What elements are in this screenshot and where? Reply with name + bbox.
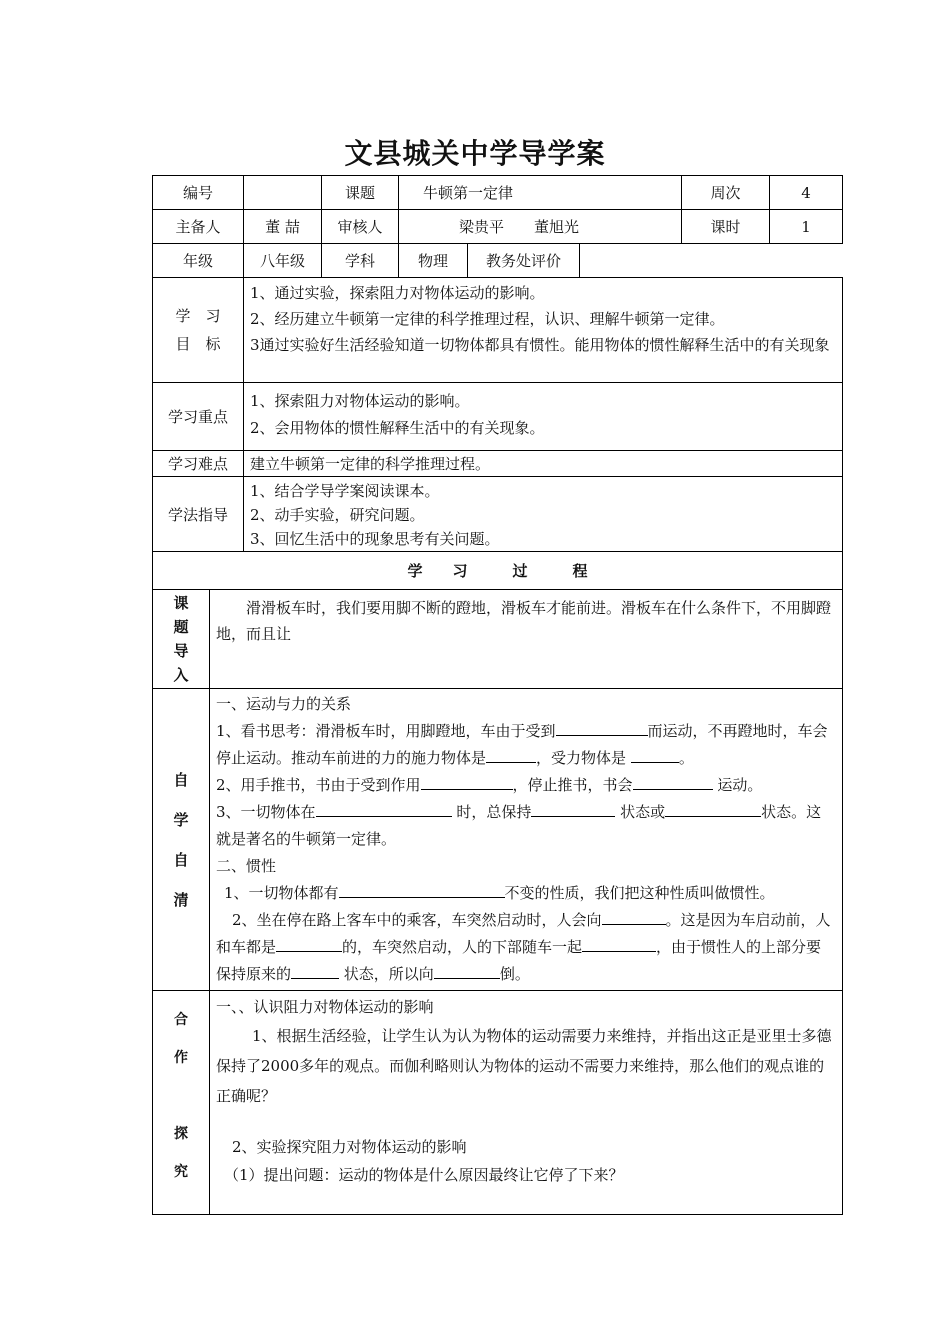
label-topic: 课题 [322,176,399,210]
goal-item: 3通过实验好生活经验知道一切物体都具有惯性。能用物体的惯性解释生活中的有关现象 [250,336,830,354]
method-item: 1、结合学导学案阅读课本。 [250,482,440,500]
intro-label-char: 入 [173,666,189,684]
cooperate-label-char: 作 [174,1050,188,1066]
question-1 [216,718,836,772]
keypoint-item: 1、探索阻力对物体运动的影响。 [250,392,470,410]
self-study-label-char: 自 [173,770,189,789]
value-grade: 八年级 [244,244,322,278]
label-grade: 年级 [153,244,244,278]
q-text: 状态，所以向 [343,965,434,983]
section-title: 一、运动与力的关系 [216,695,352,713]
method-item: 2、动手实验，研究问题。 [250,506,425,524]
q-text: 。这是因为车启动前，人和车都是 [216,911,831,956]
label-reviewer: 审核人 [322,210,399,244]
self-study-label-char: 清 [173,890,189,909]
method-item: 3、回忆生活中的现象思考有关问题。 [250,530,500,548]
cooperate-label-char: 究 [174,1164,188,1180]
page-title: 文县城关中学导学案 [344,137,606,170]
q-text: 不变的性质，我们把这种性质叫做惯性。 [504,884,775,902]
q-text: 的，车突然启动，人的下部随车一起 [342,938,583,956]
blank-field[interactable] [276,935,342,952]
difficulty-label: 学习难点 [153,451,244,477]
blank-field[interactable] [434,962,500,979]
methods-label: 学法指导 [153,477,244,552]
q-text: 3、一切物体在 [216,803,316,821]
q-text: 1、一切物体都有 [224,884,339,902]
value-week: 4 [770,176,843,210]
cooperate-paragraph: 2、实验探究阻力对物体运动的影响 [232,1138,467,1156]
blank-field[interactable] [631,746,679,763]
q-text: 2、坐在停在路上客车中的乘客，车突然启动时，人会向 [232,911,602,929]
value-period: 1 [770,210,843,244]
grade-table [152,243,843,278]
q-text: 时，总保持 [456,803,532,821]
keypoint-item: 2、会用物体的惯性解释生活中的有关现象。 [250,419,545,437]
blank-field[interactable] [582,935,656,952]
goals-label [153,278,244,383]
self-study-content [210,689,843,991]
label-author: 主备人 [153,210,244,244]
blank-field[interactable] [665,800,761,817]
cooperate-paragraph: （1）提出问题：运动的物体是什么原因最终让它停了下来？ [224,1166,624,1184]
value-author: 董 喆 [244,210,322,244]
value-topic: 牛顿第一定律 [399,176,682,210]
info-table [152,175,843,244]
blank-field[interactable] [556,719,648,736]
question-3 [216,799,836,853]
methods-content [244,477,843,552]
self-study-label-char: 自 [173,850,189,869]
goals-label-line2: 目 标 [175,335,221,353]
q-text: 而运动，不再蹬地时，车会停止运动。推动车前进的力的施力物体是 [216,722,828,767]
value-subject: 物理 [399,244,468,278]
self-study-label-char: 学 [173,810,189,829]
value-id [244,176,322,210]
blank-field[interactable] [602,908,666,925]
section-title: 一、、认识阻力对物体运动的影响 [216,998,434,1016]
q-text: ，受力物体是 [536,749,627,767]
blank-field[interactable] [339,881,505,898]
blank-field[interactable] [316,800,452,817]
question-2 [216,772,836,799]
q-text: 状态。这就是著名的牛顿第一定律。 [216,803,822,848]
blank-field[interactable] [531,800,615,817]
process-table [152,551,843,1215]
inertia-2 [216,907,836,988]
blank-field[interactable] [291,962,339,979]
cooperate-label [153,991,210,1215]
keypoints-content [244,383,843,451]
cooperate-label-char: 探 [174,1126,188,1142]
cooperate-paragraph: 1、根据生活经验，让学生认为认为物体的运动需要力来维持，并指出这正是亚里士多德保持了2000多年的观点。而伽利略则认为物体的运动不需要力来维持，那么他们的观点谁的正确呢？ [216,1027,832,1105]
intro-content: 滑滑板车时，我们要用脚不断的蹬地，滑板车才能前进。滑板车在什么条件下，不用脚蹬地，而且让 [210,590,843,689]
q-text: 倒。 [499,965,530,983]
blank-field[interactable] [633,773,713,790]
q-text: 。 [678,749,694,767]
objectives-table [152,277,843,552]
cooperate-label-char: 合 [174,1012,188,1028]
inertia-1 [216,880,836,907]
label-id: 编号 [153,176,244,210]
intro-label-char: 课 [173,594,189,612]
goals-content [244,278,843,383]
label-subject: 学科 [322,244,399,278]
section-title: 二、惯性 [216,857,277,875]
keypoints-label: 学习重点 [153,383,244,451]
q-text: ，停止推书，书会 [512,776,633,794]
q-text: 2、用手推书，书由于受到作用 [216,776,421,794]
self-study-label [153,689,210,991]
label-eval: 教务处评价 [468,244,580,278]
goal-item: 2、经历建立牛顿第一定律的科学推理过程，认识、理解牛顿第一定律。 [250,310,725,328]
q-text: 1、看书思考：滑滑板车时，用脚蹬地，车由于受到 [216,722,556,740]
intro-label-char: 题 [173,618,189,636]
process-header: 学 习 过 程 [153,552,843,590]
q-text: ，由于惯性人的上部分要保持原来的 [216,938,822,983]
intro-label-char: 导 [173,642,189,660]
value-eval [580,244,843,278]
q-text: 状态或 [620,803,666,821]
blank-field[interactable] [421,773,513,790]
label-week: 周次 [682,176,770,210]
goal-item: 1、通过实验，探索阻力对物体运动的影响。 [250,284,545,302]
difficulty-content: 建立牛顿第一定律的科学推理过程。 [244,451,843,477]
q-text: 运动。 [717,776,763,794]
intro-label [153,590,210,689]
label-period: 课时 [682,210,770,244]
cooperate-content [210,991,843,1215]
blank-field[interactable] [486,746,536,763]
goals-label-line1: 学 习 [175,307,221,325]
value-reviewer: 梁贵平 董旭光 [399,210,682,244]
